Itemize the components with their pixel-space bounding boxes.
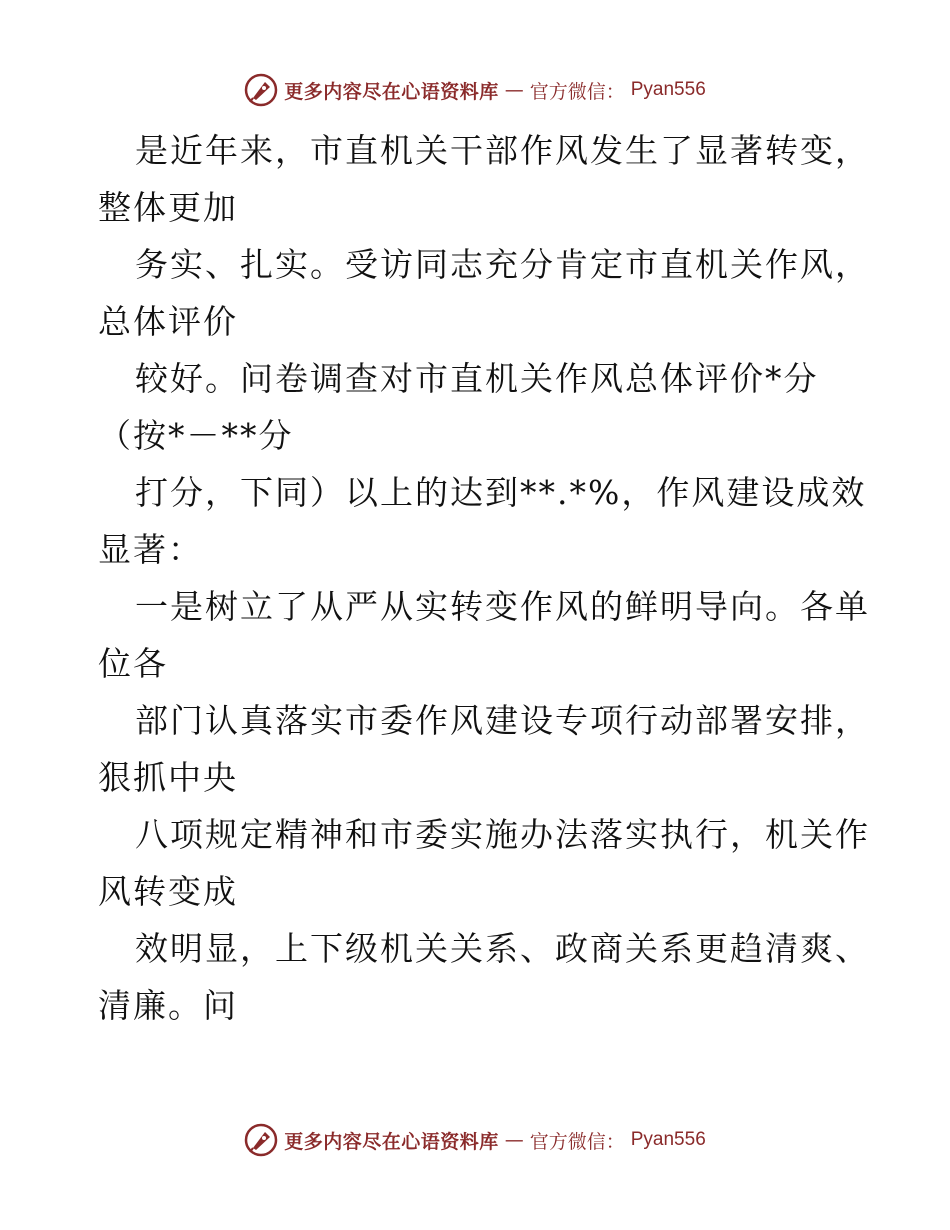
text-line: 位各: [98, 644, 168, 683]
text-line: 风转变成: [98, 872, 238, 911]
footer-wechat-id: Pyan556: [630, 1129, 706, 1150]
pen-nib-logo-icon: [244, 1123, 278, 1157]
footer-banner-text: 更多内容尽在心语资料库: [284, 1130, 499, 1153]
text-line: 是近年来，市直机关干部作风发生了显著转变，: [135, 131, 870, 170]
text-line: 整体更加: [98, 188, 238, 227]
header-banner: [0, 70, 950, 110]
text-line: 效明显，上下级机关关系、政商关系更趋清爽、: [135, 929, 870, 968]
footer-separator: —: [504, 1129, 524, 1151]
text-line: 务实、扎实。受访同志充分肯定市直机关作风，: [135, 245, 870, 284]
text-line: （按*－**分: [98, 416, 294, 455]
header-wechat-label: 官方微信：: [529, 80, 625, 103]
text-line: 清廉。问: [98, 986, 238, 1025]
text-line: 打分，下同）以上的达到**.*%，作风建设成效: [135, 473, 867, 512]
footer-banner: [0, 1120, 950, 1160]
text-line: 部门认真落实市委作风建设专项行动部署安排，: [135, 701, 870, 740]
header-banner-text: 更多内容尽在心语资料库: [284, 80, 499, 103]
text-line: 显著：: [98, 530, 203, 569]
footer-wechat-label: 官方微信：: [529, 1130, 625, 1153]
text-line: 八项规定精神和市委实施办法落实执行，机关作: [135, 815, 870, 854]
header-separator: —: [504, 79, 524, 101]
text-line: 较好。问卷调查对市直机关作风总体评价*分: [135, 359, 819, 398]
text-line: 一是树立了从严从实转变作风的鲜明导向。各单: [135, 587, 870, 626]
text-line: 总体评价: [98, 302, 238, 341]
text-line: 狠抓中央: [98, 758, 238, 797]
pen-nib-logo-icon: [244, 73, 278, 107]
header-wechat-id: Pyan556: [630, 79, 706, 100]
body-text: [98, 122, 870, 1034]
